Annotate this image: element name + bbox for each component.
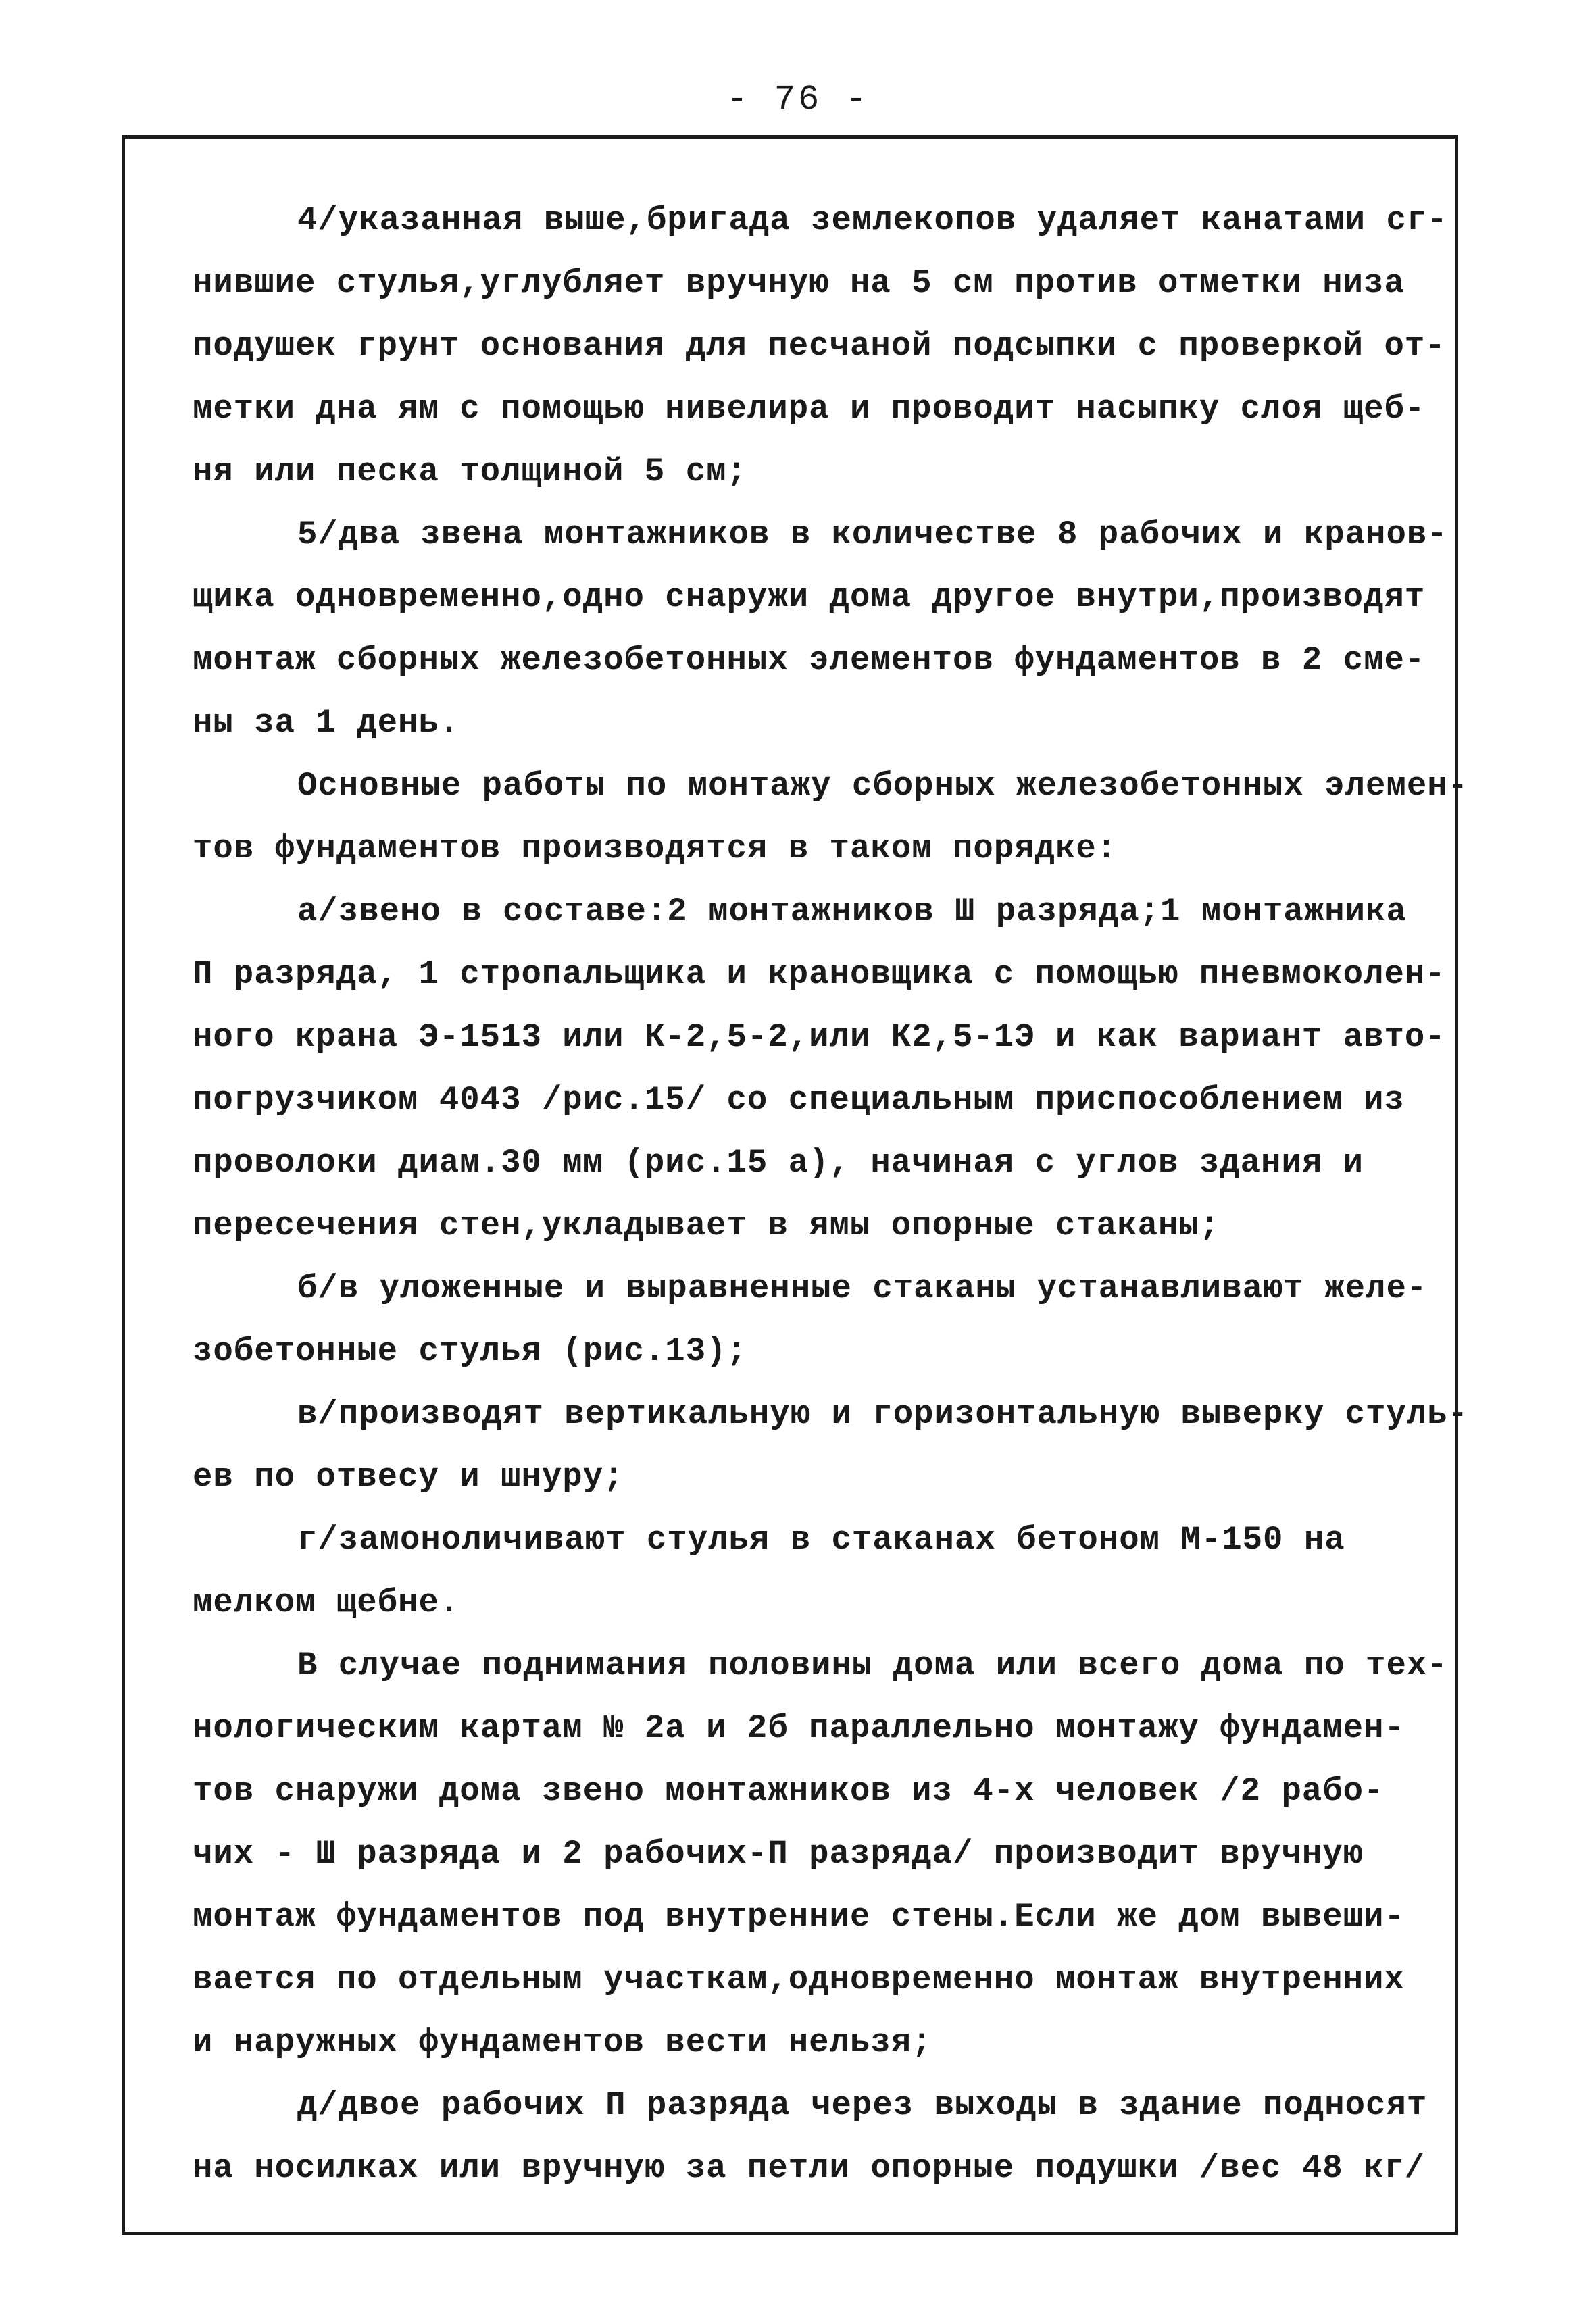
text-line: ня или песка толщиной 5 см; xyxy=(193,453,747,491)
text-line: а/звено в составе:2 монтажников Ш разряда;1 монтажника xyxy=(297,892,1407,930)
text-line: зобетонные стулья (рис.13); xyxy=(193,1332,747,1370)
text-line: ны за 1 день. xyxy=(193,704,460,742)
text-line: ев по отвесу и шнуру; xyxy=(193,1458,624,1496)
text-line: пересечения стен,укладывает в ямы опорные стаканы; xyxy=(193,1207,1220,1244)
text-line: погрузчиком 4043 /рис.15/ со специальным приспособлением из xyxy=(193,1081,1405,1119)
text-line: г/замоноличивают стулья в стаканах бетоном М-150 на xyxy=(297,1521,1345,1559)
text-line: д/двое рабочих П разряда через выходы в здание подносят xyxy=(297,2086,1428,2124)
text-line: метки дна ям с помощью нивелира и проводит насыпку слоя щеб- xyxy=(193,390,1426,428)
text-line: нологическим картам № 2а и 2б параллельно монтажу фундамен- xyxy=(193,1709,1405,1747)
text-line: монтаж фундаментов под внутренние стены.Если же дом вывеши- xyxy=(193,1898,1405,1936)
text-line: ного крана Э-1513 или К-2,5-2,или К2,5-1Э и как вариант авто- xyxy=(193,1018,1446,1056)
text-line: 5/два звена монтажников в количестве 8 рабочих и кранов- xyxy=(297,515,1448,553)
text-line: в/производят вертикальную и горизонтальную выверку стуль- xyxy=(297,1395,1469,1433)
text-line: В случае поднимания половины дома или всего дома по тех- xyxy=(297,1646,1448,1684)
text-line: тов фундаментов производятся в таком порядке: xyxy=(193,830,1118,867)
text-line: вается по отдельным участкам,одновременно монтаж внутренних xyxy=(193,1961,1405,1998)
text-line: Основные работы по монтажу сборных железобетонных элемен- xyxy=(297,767,1469,805)
text-line: 4/указанная выше,бригада землекопов удаляет канатами сг- xyxy=(297,201,1448,239)
text-line: и наружных фундаментов вести нельзя; xyxy=(193,2023,932,2061)
text-line: П разряда, 1 стропальщика и крановщика с помощью пневмоколен- xyxy=(193,955,1446,993)
text-line: мелком щебне. xyxy=(193,1584,460,1621)
document-body xyxy=(193,189,1469,2200)
text-line: щика одновременно,одно снаружи дома другое внутри,производят xyxy=(193,578,1426,616)
text-line: на носилках или вручную за петли опорные подушки /вес 48 кг/ xyxy=(193,2149,1426,2187)
text-line: монтаж сборных железобетонных элементов фундаментов в 2 сме- xyxy=(193,641,1426,679)
text-line: подушек грунт основания для песчаной подсыпки с проверкой от- xyxy=(193,327,1446,365)
text-line: чих - Ш разряда и 2 рабочих-П разряда/ производит вручную xyxy=(193,1835,1364,1873)
text-line: нившие стулья,углубляет вручную на 5 см против отметки низа xyxy=(193,264,1405,302)
text-line: тов снаружи дома звено монтажников из 4-х человек /2 рабо- xyxy=(193,1772,1385,1810)
text-line: проволоки диам.30 мм (рис.15 а), начиная с углов здания и xyxy=(193,1144,1364,1182)
page-number: - 76 - xyxy=(726,80,870,120)
text-line: б/в уложенные и выравненные стаканы устанавливают желе- xyxy=(297,1269,1428,1307)
